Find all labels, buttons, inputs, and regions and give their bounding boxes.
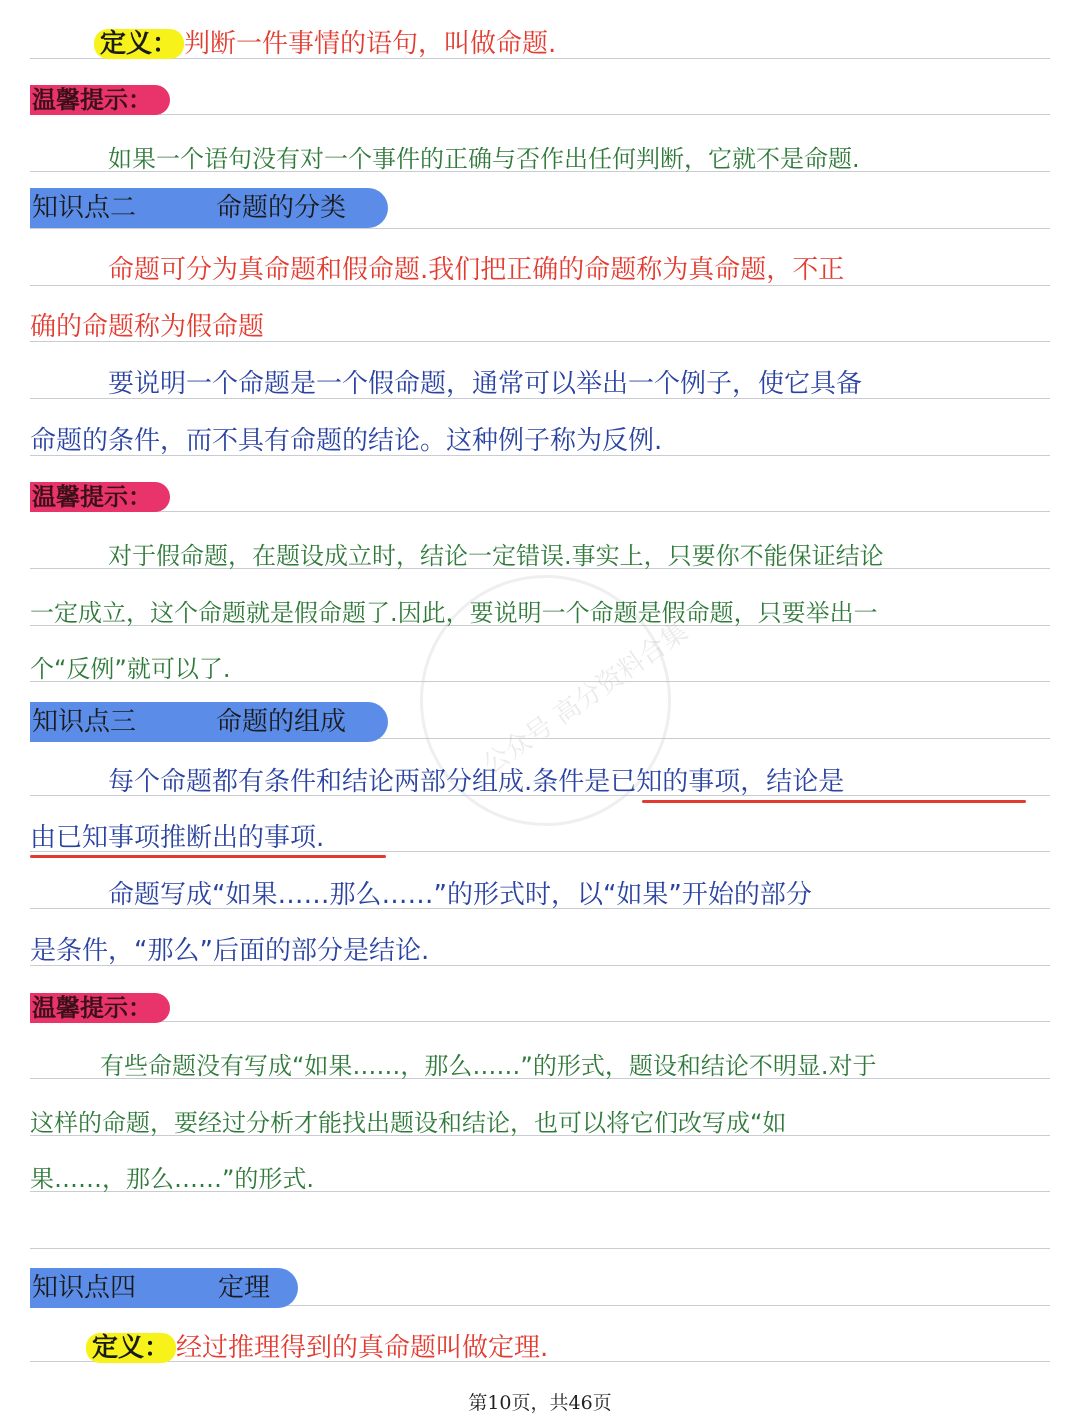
- tip-label: 温馨提示：: [30, 993, 170, 1023]
- ruled-line: [30, 1021, 1050, 1022]
- paragraph-line: 命题的条件，而不具有命题的结论。这种例子称为反例.: [30, 426, 663, 456]
- tip-text: 有些命题没有写成“如果……，那么……”的形式，题设和结论不明显.对于: [100, 1052, 877, 1080]
- section-number: 知识点二: [32, 193, 137, 223]
- tip-text: 这样的命题，要经过分析才能找出题设和结论，也可以将它们改写成“如: [30, 1109, 787, 1137]
- section-heading-2: [30, 188, 388, 228]
- paragraph-text: .: [316, 823, 325, 853]
- tip-text: 果……，那么……”的形式.: [30, 1165, 315, 1193]
- definition-label: 定义：: [86, 1333, 176, 1363]
- section-title: 命题的组成: [216, 707, 347, 737]
- paragraph-line: 要说明一个命题是一个假命题，通常可以举出一个例子，使它具备: [108, 369, 863, 399]
- section-heading-3: [30, 702, 388, 742]
- paragraph-line: [108, 762, 844, 802]
- paragraph-line: [30, 818, 324, 858]
- definition-text: 判断一件事情的语句，叫做命题.: [184, 29, 557, 59]
- section-title: 定理: [218, 1273, 271, 1303]
- tip-text: 一定成立，这个命题就是假命题了.因此，要说明一个命题是假命题，只要举出一: [30, 599, 878, 627]
- paragraph-line: 是条件，“那么”后面的部分是结论.: [30, 936, 430, 966]
- tip-label: 温馨提示：: [30, 482, 170, 512]
- paragraph-text: 每个命题都有条件和结论两部分组成.: [108, 767, 533, 797]
- ruled-line: [30, 1248, 1050, 1249]
- definition-text: 经过推理得到的真命题叫做定理.: [176, 1333, 549, 1363]
- section-title: 命题的分类: [216, 193, 347, 223]
- underlined-text: 条件是已知的事项，结论是: [532, 767, 845, 797]
- tip-text: 个“反例”就可以了.: [30, 655, 231, 683]
- watermark-text: 公众号 高分资料合集: [477, 616, 694, 781]
- page-number: 第10页，共46页: [468, 1392, 612, 1414]
- definition-label: 定义：: [94, 29, 184, 59]
- section-heading-4: [30, 1268, 298, 1308]
- definition-line: [86, 1328, 548, 1368]
- tip-text: 如果一个语句没有对一个事件的正确与否作出任何判断，它就不是命题.: [108, 145, 860, 173]
- tip-text: 对于假命题，在题设成立时，结论一定错误.事实上，只要你不能保证结论: [108, 542, 884, 570]
- red-underline: [642, 800, 1026, 803]
- red-underline: [30, 855, 386, 858]
- ruled-line: [30, 511, 1050, 512]
- paragraph-line: 命题可分为真命题和假命题.我们把正确的命题称为真命题，不正: [108, 255, 845, 285]
- section-number: 知识点四: [32, 1273, 137, 1303]
- tip-label: 温馨提示：: [30, 85, 170, 115]
- ruled-line: [30, 114, 1050, 115]
- underlined-text: 由已知事项推断出的事项: [30, 823, 317, 853]
- definition-line: [94, 24, 556, 64]
- paragraph-line: 确的命题称为假命题: [30, 312, 265, 342]
- ruled-line: [30, 228, 1050, 229]
- paragraph-line: 命题写成“如果……那么……”的形式时，以“如果”开始的部分: [108, 880, 812, 910]
- section-number: 知识点三: [32, 707, 137, 737]
